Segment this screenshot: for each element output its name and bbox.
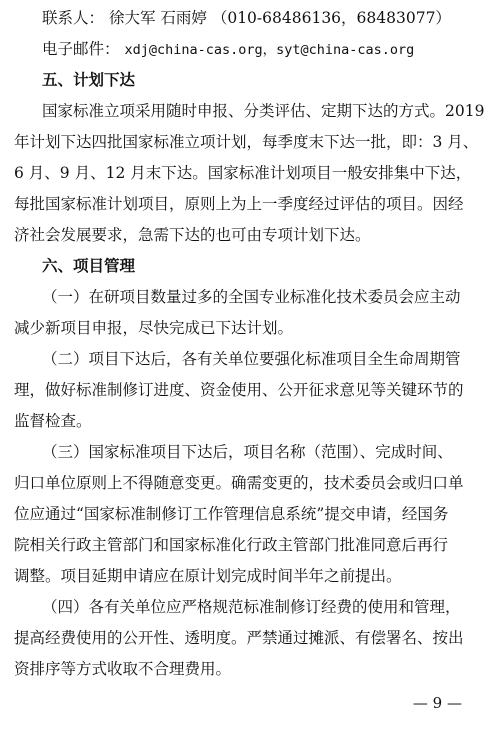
section-5-line-5: 济社会发展要求，急需下达的也可由专项计划下达。	[14, 226, 371, 244]
paragraph-3-line-5: 调整。项目延期申请应在原计划完成时间半年之前提出。	[14, 567, 402, 585]
contact-phones: （010-68486136，68483077）	[211, 9, 451, 27]
email-line	[42, 39, 414, 60]
paragraph-3-line-2: 归口单位原则上不得随意变更。确需变更的，技术委员会或归口单	[14, 474, 464, 492]
paragraph-3-line-3: 位应通过“国家标准制修订工作管理信息系统”提交申请，经国务	[14, 505, 449, 523]
section-6-heading: 六、项目管理	[42, 257, 136, 275]
paragraph-3-line-4: 院相关行政主管部门和国家标准化行政主管部门批准同意后再行	[14, 536, 449, 554]
section-5-line-4: 每批国家标准计划项目，原则上为上一季度经过评估的项目。因经	[14, 195, 464, 213]
paragraph-2-line-1: （二）项目下达后，各有关单位要强化标准项目全生命周期管	[42, 350, 461, 368]
paragraph-2-line-2: 理，做好标准制修订进度、资金使用、公开征求意见等关键环节的	[14, 381, 464, 399]
paragraph-4-line-1: （四）各有关单位应严格规范标准制修订经费的使用和管理，	[42, 598, 461, 616]
contact-names: 徐大军 石雨婷	[108, 9, 207, 27]
paragraph-1-line-2: 减少新项目申报，尽快完成已下达计划。	[14, 319, 294, 337]
section-5-line-1: 国家标准立项采用随时申报、分类评估、定期下达的方式。2019	[42, 102, 484, 120]
page-number: — 9 —	[412, 694, 462, 712]
paragraph-4-line-3: 资排序等方式收取不合理费用。	[14, 660, 232, 678]
section-5-heading: 五、计划下达	[42, 71, 136, 89]
paragraph-2-line-3: 监督检查。	[14, 412, 92, 430]
contact-line	[42, 8, 451, 28]
paragraph-3-line-1: （三）国家标准项目下达后，项目名称（范围）、完成时间、	[42, 443, 453, 461]
contact-label: 联系人：	[42, 9, 105, 27]
section-5-line-2: 年计划下达四批国家标准立项计划，每季度末下达一批，即：3 月、	[14, 133, 479, 151]
paragraph-1-line-1: （一）在研项目数量过多的全国专业标准化技术委员会应主动	[42, 288, 461, 306]
paragraph-4-line-2: 提高经费使用的公开性、透明度。严禁通过摊派、有偿署名、按出	[14, 629, 464, 647]
section-5-line-3: 6 月、9 月、12 月末下达。国家标准计划项目一般安排集中下达，	[14, 164, 472, 182]
email-label: 电子邮件：	[42, 40, 120, 58]
email-addresses: xdj@china-cas.org，syt@china-cas.org	[124, 42, 415, 58]
